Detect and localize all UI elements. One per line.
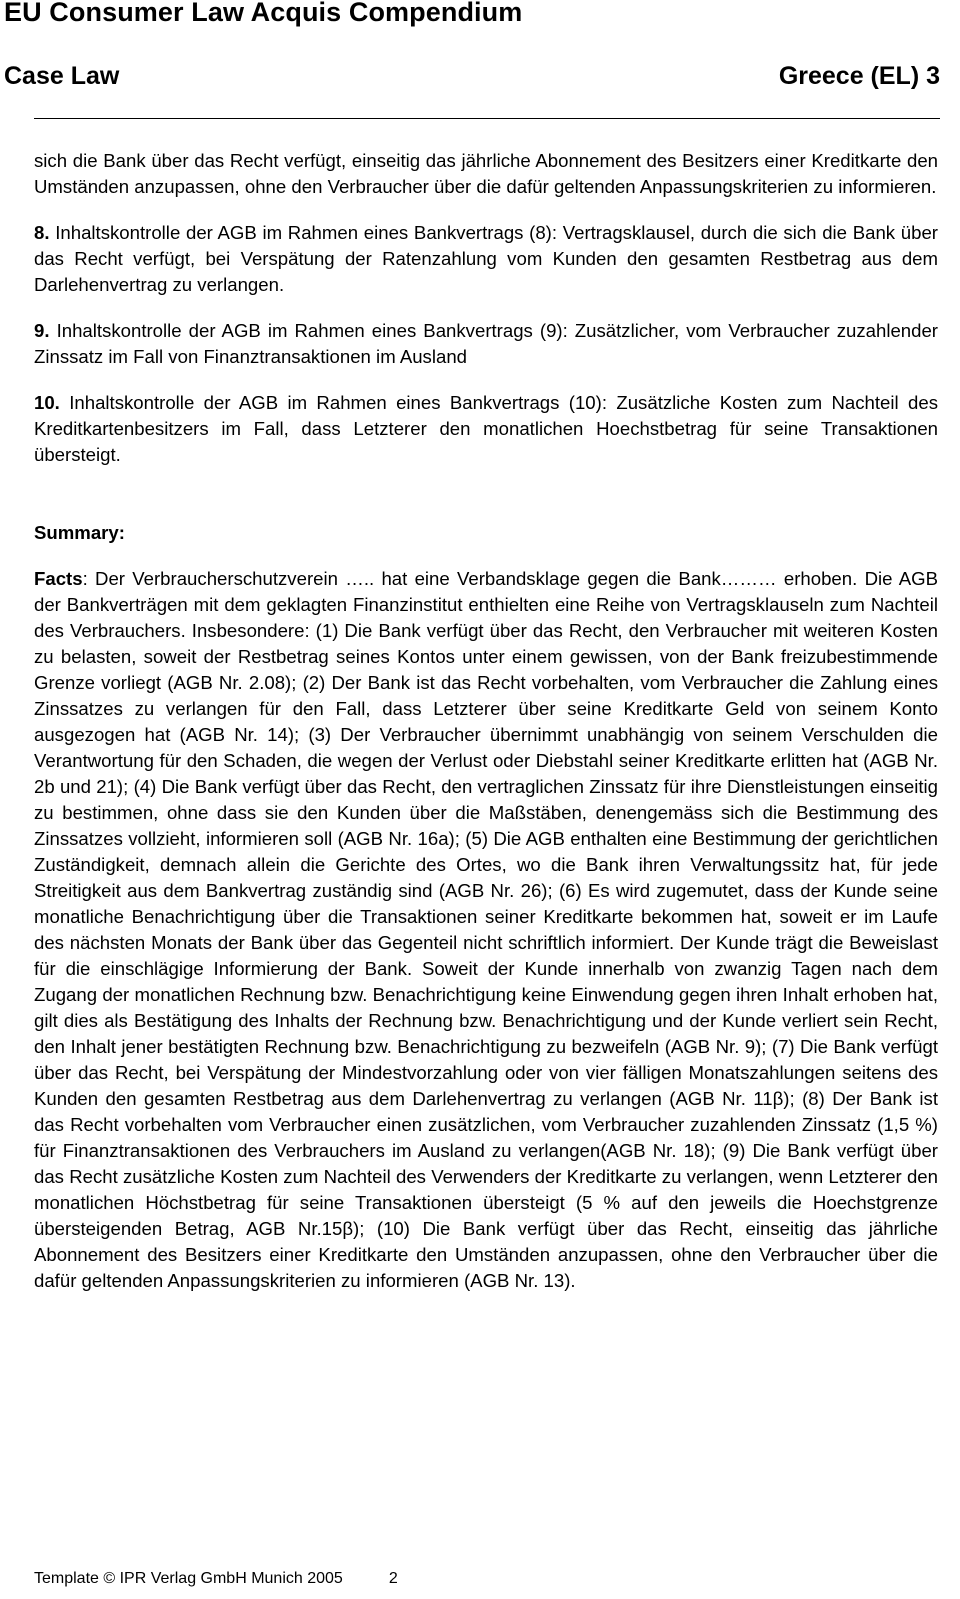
document-body <box>34 148 938 1294</box>
footer-template-text: Template © IPR Verlag GmbH Munich 2005 <box>34 1570 343 1587</box>
list-item-9 <box>34 318 938 370</box>
summary-heading: Summary: <box>34 522 125 543</box>
facts-paragraph <box>34 566 938 1294</box>
intro-continuation: sich die Bank über das Recht verfügt, einseitig das jährliche Abonnement des Besitzers einer Kreditkarte den Umständen anzupassen, ohne den Verbraucher über die dafür geltenden Anpassungskriterien zu informieren. <box>34 150 938 197</box>
item-number: 8. <box>34 222 50 243</box>
page-footer <box>34 1570 398 1588</box>
item-number: 9. <box>34 320 50 341</box>
item-text: Inhaltskontrolle der AGB im Rahmen eines Bankvertrags (8): Vertragsklausel, durch die sich die Bank über das Recht verfügt, bei Verspätung der Ratenzahlung vom Kunden den gesamten Restbetrag aus dem Darlehenvertrag zu verlangen. <box>34 222 938 295</box>
item-number: 10. <box>34 392 60 413</box>
header-divider <box>34 118 940 119</box>
item-text: Inhaltskontrolle der AGB im Rahmen eines Bankvertrags (10): Zusätzliche Kosten zum Nachteil des Kreditkartenbesitzers im Fall, dass Letzterer den monatlichen Hoechstbetrag für seine Transaktionen übersteigt. <box>34 392 938 465</box>
item-text: Inhaltskontrolle der AGB im Rahmen eines Bankvertrags (9): Zusätzlicher, vom Verbraucher zuzahlender Zinssatz im Fall von Finanztransaktionen im Ausland <box>34 320 939 367</box>
country-page-label: Greece (EL) 3 <box>778 62 940 90</box>
facts-label: Facts <box>34 568 83 589</box>
facts-text: : Der Verbraucherschutzverein ….. hat eine Verbandsklage gegen die Bank……… erhoben. Die AGB der Bankverträgen mit dem geklagten Finanzinstitut enthielten eine Reihe von Vertragsklauseln zum Nachteil des Verbrauchers. Insbesondere: (1) Die Bank verfügt über das Recht, den Verbraucher mit weiteren Kosten zu belasten, soweit der Restbetrag seines Kontos unter einem gewissen, von der Bank freizubestimmende Grenze vorliegt (AGB Nr. 2.08); (2) Der Bank ist das Recht vorbehalten, vom Verbraucher die Zahlung eines Zinssatzes zu verlangen für den Fall, dass Letzterer über seine Kreditkarte Geld von seinem Konto ausgezogen hat (AGB Nr. 14); (3) Der Verbraucher übernimmt unabhängig von seinem Verschulden die Verantwortung für den Schaden, die wegen der Verlust oder Diebstahl seiner Kreditkarte erlitten hat (AGB Nr. 2b und 21); (4) Die Bank verfügt über das Recht, den vertraglichen Zinssatz für ihre Dienstleistungen einseitig zu bestimmen, ohne dass sie den Kunden über die Maßstäben, denengemäss sich die Bestimmung des Zinssatzes vollzieht, informieren soll (AGB Nr. 16a); (5) Die AGB enthalten eine Bestimmung der gerichtlichen Zuständigkeit, demnach allein die Gerichte des Ortes, wo die Bank ihren Verwaltungssitz hat, für jede Streitigkeit aus dem Bankvertrag zuständig sind (AGB Nr. 26); (6) Es wird zugemutet, dass der Kunde seine monatliche Benachrichtigung über die Transaktionen seiner Kreditkarte bekommen hat, soweit er im Laufe des nächsten Monats der Bank über das Gegenteil nicht schriftlich informiert. Der Kunde trägt die Beweislast für die einschlägige Informierung der Bank. Soweit der Kunde innerhalb von zwanzig Tagen nach dem Zugang der monatlichen Rechnung bzw. Benachrichtigung keine Einwendung gegen ihren Inhalt erhoben hat, gilt dies als Bestätigung des Inhalts der Rechnung bzw. Benachrichtigung und der Kunde verliert sein Recht, den Inhalt jener bestätigten Rechnung bzw. Benachrichtigung zu bezweifeln (AGB Nr. 9); (7) Die Bank verfügt über das Recht, bei Verspätung der Mindestvorzahlung oder von vier fälligen Monatszahlungen seitens des Kunden den gesamten Restbetrag aus dem Darlehenvertrag zu verlangen (AGB Nr. 11β); (8) Der Bank ist das Recht vorbehalten vom Verbraucher einen zusätzlichen, vom Verbraucher zuzahlenden Zinssatz (1,5 %) für Finanztransaktionen des Verbrauchers im Ausland zu verlangen(AGB Nr. 18); (9) Die Bank verfügt über das Recht zusätzliche Kosten zum Nachteil des Verwenders der Kreditkarte zu verlangen, wenn Letzterer den monatlichen Höchstbetrag für seine Transaktionen übersteigt (5 % auf den jeweils die Hoechstgrenze übersteigenden Betrag, AGB Nr.15β); (10) Die Bank verfügt über das Recht, einseitig das jährliche Abonnement des Besitzers einer Kreditkarte den Umständen anzupassen, ohne den Verbraucher über die dafür geltenden Anpassungskriterien zu informieren (AGB Nr. 13). <box>34 568 938 1291</box>
list-item-8 <box>34 220 938 298</box>
list-item-10 <box>34 390 938 468</box>
compendium-title: EU Consumer Law Acquis Compendium <box>4 0 523 27</box>
section-title: Case Law <box>4 62 120 90</box>
footer-page-number: 2 <box>388 1570 398 1587</box>
page-header <box>4 62 940 96</box>
